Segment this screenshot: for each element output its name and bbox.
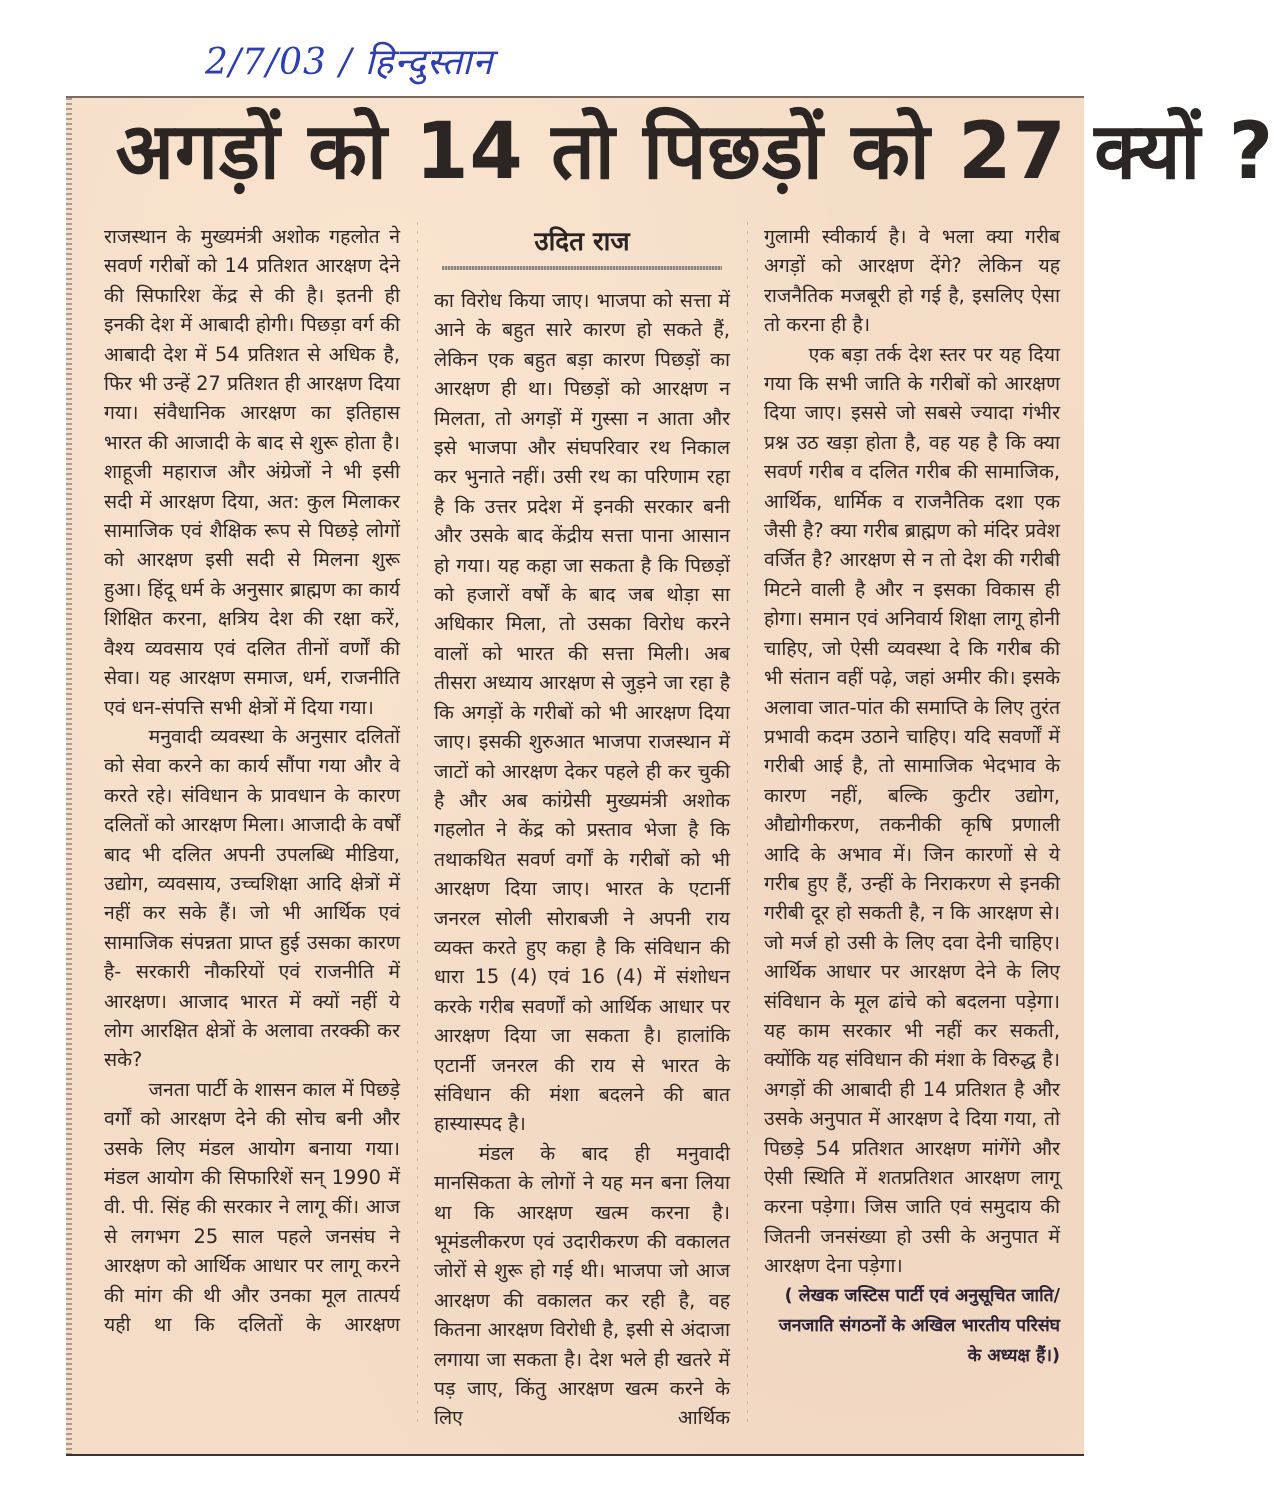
paragraph: एक बड़ा तर्क देश स्तर पर यह दिया गया कि सभी जाति के गरीबों को आरक्षण दिया जाए। इससे जो सबसे ज्यादा गंभीर प्रश्न उठ खड़ा होता है, वह यह है कि क्या सवर्ण गरीब व दलित गरीब की सामाजिक, आर्थिक, धार्मिक व राजनैतिक दशा एक जैसी है? क्या गरीब ब्राह्मण को मंदिर प्रवेश वर्जित है? आरक्षण से न तो देश की गरीबी मिटने वाली है और न इसका विकास ही होगा। समान एवं अनिवार्य शिक्षा लागू होनी चाहिए, जो ऐसी व्यवस्था दे कि गरीब की भी संतान वहीं पढ़े, जहां अमीर की। इसके अलावा जात-पांत की समाप्ति के लिए तुरंत प्रभावी कदम उठाने चाहिए। यदि सवर्णों में गरीबी आई है, तो सामाजिक भेदभाव के कारण नहीं, बल्कि कुटीर उद्योग, औद्योगीकरण, तकनीकी कृषि प्रणाली आदि के अभाव में। जिन कारणों से ये गरीब हुए हैं, उन्हीं के निराकरण से इनकी गरीबी दूर हो सकती है, न कि आरक्षण से। जो मर्ज हो उसी के लिए दवा देनी चाहिए। आर्थिक आधार पर आरक्षण देने के लिए संविधान के मूल ढांचे को बदलना पड़ेगा। यह काम सरकार भी नहीं कर सकती, क्योंकि यह संविधान की मंशा के विरुद्ध है। अगड़ों की आबादी ही 14 प्रतिशत है और उसके अनुपात में आरक्षण दे दिया गया, तो पिछड़े 54 प्रतिशत आरक्षण मांगेंगे और ऐसी स्थिति में शतप्रतिशत आरक्षण लागू करना पड़ेगा। जिस जाति एवं समुदाय की जितनी जनसंख्या हो उसी के अनुपात में आरक्षण देना पड़ेगा। bbox=[764, 342, 1060, 1278]
headline: अगड़ों को 14 तो पिछड़ों को 27 क्यों ? bbox=[115, 107, 1274, 197]
newspaper-clipping bbox=[66, 96, 1274, 1456]
column-divider bbox=[417, 222, 418, 1424]
paragraph: राजस्थान के मुख्यमंत्री अशोक गहलोत ने सवर्ण गरीबों को 14 प्रतिशत आरक्षण देने की सिफारिश केंद्र से की है। इतनी ही इनकी देश में आबादी होगी। पिछड़ा वर्ग की आबादी देश में 54 प्रतिशत से अधिक है, फिर भी उन्हें 27 प्रतिशत ही आरक्षण दिया गया। संवैधानिक आरक्षण का इतिहास भारत की आजादी के बाद से शुरू होता है। शाहूजी महाराज और अंग्रेजों ने भी इसी सदी में आरक्षण दिया, अत: कुल मिलाकर सामाजिक एवं शैक्षिक रूप से पिछड़े लोगों को आरक्षण इसी सदी से मिलना शुरू हुआ। हिंदू धर्म के अनुसार ब्राह्मण का कार्य शिक्षित करना, क्षत्रिय देश की रक्षा करें, वैश्य व्यवसाय एवं दलित तीनों वर्णों की सेवा। यह आरक्षण समाज, धर्म, राजनीति एवं धन-संपत्ति सभी क्षेत्रों में दिया गया। bbox=[104, 225, 400, 719]
column-divider bbox=[747, 222, 748, 1424]
perforated-edge bbox=[66, 98, 72, 1454]
paragraph: मंडल के बाद ही मनुवादी मानसिकता के लोगों ने यह मन बना लिया था कि आरक्षण खत्म करना है। भूमंडलीकरण एवं उदारीकरण की वकालत जोरों से शुरू हो गई थी। भाजपा जो आज आरक्षण की वकालत कर रही है, वह कितना आरक्षण विरोधी है, इसी से अंदाजा लगाया जा सकता है। देश भले ही खतरे में पड़ जाए, किंतु आरक्षण खत्म करने के लिए आर्थिक bbox=[434, 1141, 730, 1430]
article-column-2 bbox=[434, 286, 730, 1433]
paragraph: मनुवादी व्यवस्था के अनुसार दलितों को सेवा करने का कार्य सौंपा गया और वे करते रहे। संविधान के प्रावधान के कारण दलितों को आरक्षण मिला। आजादी के वर्षों बाद भी दलित अपनी उपलब्धि मीडिया, उद्योग, व्यवसाय, उच्चशिक्षा आदि क्षेत्रों में नहीं कर सके हैं। जो भी आर्थिक एवं सामाजिक संपन्नता प्राप्त हुई उसका कारण है- सरकारी नौकरियों एवं राजनीति में आरक्षण। आजाद भारत में क्यों नहीं ये लोग आरक्षित क्षेत्रों के अलावा तरक्की कर सके? bbox=[104, 724, 400, 1072]
paragraph: जनता पार्टी के शासन काल में पिछड़े वर्गों को आरक्षण देने की सोच बनी और उसके लिए मंडल आयोग बनाया गया। मंडल आयोग की सिफारिशें सन् 1990 में वी. पी. सिंह की सरकार ने लागू कीं। आज से लगभग 25 साल पहले जनसंघ ने आरक्षण को आर्थिक आधार पर लागू करने की मांग की थी और उनका मूल तात्पर्य यही था कि दलितों के आरक्षण bbox=[104, 1077, 400, 1337]
author-byline: उदित राज bbox=[534, 227, 630, 257]
byline-divider bbox=[442, 266, 722, 270]
author-note: ( लेखक जस्टिस पार्टी एवं अनुसूचित जाति/ जनजाति संगठनों के अखिल भारतीय परिसंघ के अध्यक्ष हैं।) bbox=[778, 1285, 1060, 1366]
article-column-3 bbox=[764, 222, 1060, 1371]
article-column-1 bbox=[104, 222, 400, 1339]
paragraph: गुलामी स्वीकार्य है। वे भला क्या गरीब अगड़ों को आरक्षण देंगे? लेकिन यह राजनैतिक मजबूरी हो गई है, इसलिए ऐसा तो करना ही है। bbox=[764, 225, 1060, 337]
handwritten-date-source-note: 2/7/03 / हिन्दुस्तान bbox=[205, 42, 494, 83]
paragraph: का विरोध किया जाए। भाजपा को सत्ता में आने के बहुत सारे कारण हो सकते हैं, लेकिन एक बहुत बड़ा कारण पिछड़ों का आरक्षण ही था। पिछड़ों को आरक्षण न मिलता, तो अगड़ों में गुस्सा न आता और इसे भाजपा और संघपरिवार रथ निकाल कर भुनाते नहीं। उसी रथ का परिणाम रहा है कि उत्तर प्रदेश में इनकी सरकार बनी और उसके बाद केंद्रीय सत्ता पाना आसान हो गया। यह कहा जा सकता है कि पिछड़ों को हजारों वर्षों के बाद जब थोड़ा सा अधिकार मिला, तो उसका विरोध करने वालों को भारत की सत्ता मिली। अब तीसरा अध्याय आरक्षण से जुड़ने जा रहा है कि अगड़ों के गरीबों को भी आरक्षण दिया जाए। इसकी शुरुआत भाजपा राजस्थान में जाटों को आरक्षण देकर पहले ही कर चुकी है और अब कांग्रेसी मुख्यमंत्री अशोक गहलोत ने केंद्र को प्रस्ताव भेजा है कि तथाकथित सवर्ण वर्गों के गरीबों को भी आरक्षण दिया जाए। भारत के एटार्नी जनरल सोली सोराबजी ने अपनी राय व्यक्त करते हुए कहा है कि संविधान की धारा 15 (4) एवं 16 (4) में संशोधन करके गरीब सवर्णों को आर्थिक आधार पर आरक्षण दिया जा सकता है। हालांकि एटार्नी जनरल की राय से भारत के संविधान की मंशा बदलने की बात हास्यास्पद है। bbox=[434, 289, 730, 1136]
